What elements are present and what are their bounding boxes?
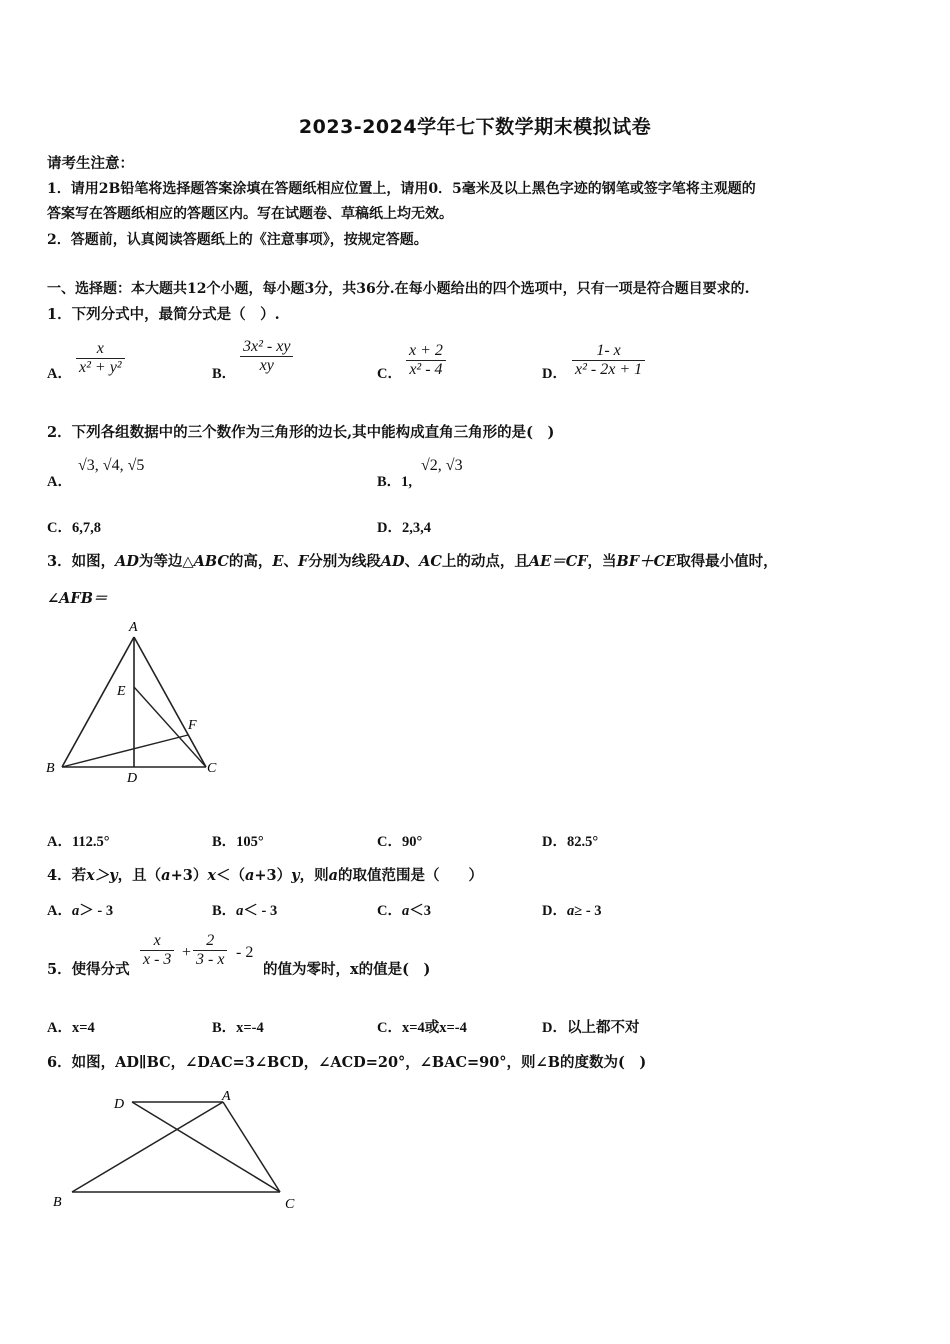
q3-option-b: B．105° bbox=[212, 834, 264, 850]
q3-stem-part: 、 bbox=[404, 553, 420, 570]
option-label: D． bbox=[542, 903, 567, 919]
label-b: B bbox=[53, 1195, 62, 1210]
option-label: C． bbox=[377, 903, 402, 919]
fraction-numerator: x + 2 bbox=[409, 342, 443, 359]
page-title: 2023-2024学年七下数学期末模拟试卷 bbox=[298, 116, 652, 138]
q3-stem-part: 、 bbox=[283, 553, 298, 570]
q2-option-b-label: B．1, bbox=[377, 474, 413, 490]
option-rest: ＜3 bbox=[409, 903, 431, 919]
q3-var: AC bbox=[419, 553, 442, 570]
label-c: C bbox=[207, 761, 217, 776]
q1-option-c-label: C． bbox=[377, 366, 402, 382]
q5-option-d: D．以上都不对 bbox=[542, 1020, 640, 1036]
q5-option-c: C．x=4或x=-4 bbox=[377, 1020, 467, 1036]
q4-stem-part: 4．若 bbox=[47, 867, 87, 884]
label-d: D bbox=[127, 771, 138, 786]
option-var: a bbox=[71, 903, 80, 919]
q3-line2: ∠AFB＝ bbox=[47, 590, 108, 607]
option-var: a bbox=[401, 903, 410, 919]
q1-option-d-label: D． bbox=[542, 366, 567, 382]
q4-var: a bbox=[244, 867, 255, 884]
q1-option-a-label: A． bbox=[47, 366, 72, 382]
q5-fraction-1 bbox=[140, 932, 174, 969]
q4-option-a bbox=[47, 899, 113, 920]
q4-option-c bbox=[377, 899, 431, 920]
q3-stem-part: 3．如图， bbox=[47, 553, 116, 570]
fraction-denominator: x - 3 bbox=[140, 950, 174, 969]
q5-minus-two: - 2 bbox=[236, 944, 254, 961]
q3-var: BF＋CE bbox=[616, 553, 677, 570]
q2-option-c: C．6,7,8 bbox=[47, 520, 101, 536]
notice-line1b: 答案写在答题纸相应的答题区内。写在试题卷、草稿纸上均无效。 bbox=[47, 206, 453, 222]
q4-stem-part: ，则 bbox=[299, 867, 329, 884]
q4-stem-part: +3） bbox=[170, 867, 208, 884]
fraction-numerator: 2 bbox=[206, 932, 215, 949]
q4-stem-part: ＜（ bbox=[215, 867, 245, 884]
option-rest: ＜ - 3 bbox=[243, 903, 278, 919]
label-f: F bbox=[188, 718, 197, 733]
label-d: D bbox=[114, 1097, 125, 1112]
q1-option-a-fraction bbox=[76, 340, 125, 377]
q4-var: y bbox=[291, 867, 300, 884]
label-a: A bbox=[129, 620, 138, 635]
q2-option-d: D．2,3,4 bbox=[377, 520, 431, 536]
q2-option-a-label: A． bbox=[47, 474, 72, 490]
label-a: A bbox=[222, 1089, 231, 1104]
section-heading: 一、选择题：本大题共12个小题，每小题3分，共36分.在每小题给出的四个选项中，只有一项是符合题目要求的. bbox=[47, 281, 750, 297]
q4-option-b bbox=[212, 899, 277, 920]
label-b: B bbox=[46, 761, 55, 776]
q2-stem: 2．下列各组数据中的三个数作为三角形的边长,其中能构成直角三角形的是( ) bbox=[47, 424, 555, 441]
notice-heading: 请考生注意： bbox=[47, 155, 134, 172]
q5-suffix: 的值为零时，x的值是( ) bbox=[263, 961, 431, 978]
q3-option-c: C．90° bbox=[377, 834, 423, 850]
q3-var: AD bbox=[380, 553, 405, 570]
q1-option-c-fraction bbox=[406, 342, 446, 379]
q1-option-b-label: B． bbox=[212, 366, 237, 382]
q4-option-d bbox=[542, 899, 602, 920]
notice-line2: 2．答题前，认真阅读答题纸上的《注意事项》，按规定答题。 bbox=[47, 232, 428, 248]
q5-option-a: A．x=4 bbox=[47, 1020, 95, 1036]
label-e: E bbox=[117, 684, 126, 699]
fraction-denominator: x² - 2x + 1 bbox=[572, 360, 645, 379]
segment-ac bbox=[223, 1102, 280, 1192]
q3-option-d: D．82.5° bbox=[542, 834, 599, 850]
q1-option-d-fraction bbox=[572, 342, 645, 379]
q2-option-a-math: √3, √4, √5 bbox=[78, 457, 145, 474]
q3-option-a: A．112.5° bbox=[47, 834, 110, 850]
segment-dc bbox=[132, 1102, 280, 1192]
option-rest: ＞ - 3 bbox=[79, 903, 114, 919]
side-ab bbox=[62, 637, 134, 767]
q4-var: a bbox=[328, 867, 338, 884]
notice-line1a: 1．请用2B铅笔将选择题答案涂填在答题纸相应位置上，请用0．5毫米及以上黑色字迹的钢笔或签字笔将主观题的 bbox=[47, 181, 756, 197]
q4-var: x＞y bbox=[86, 867, 118, 884]
q3-stem-part: ，当 bbox=[587, 553, 617, 570]
fraction-numerator: 1- x bbox=[596, 342, 621, 359]
fraction-numerator: 3x² - xy bbox=[243, 338, 291, 355]
q2-option-b-math: √2, √3 bbox=[421, 457, 463, 474]
q5-fraction-2 bbox=[193, 932, 227, 969]
fraction-numerator: x bbox=[153, 932, 161, 949]
q3-var: AE＝CF bbox=[528, 553, 588, 570]
q4-var: a bbox=[161, 867, 171, 884]
q4-stem-part: 的取值范围是（ ） bbox=[337, 867, 483, 884]
q3-stem bbox=[47, 550, 778, 571]
q3-var: E bbox=[272, 553, 284, 570]
fraction-denominator: xy bbox=[240, 356, 293, 375]
q3-stem-part: 分别为线段 bbox=[308, 553, 381, 570]
q3-var: F bbox=[297, 553, 309, 570]
q5-plus: + bbox=[182, 944, 192, 961]
fraction-denominator: x² - 4 bbox=[406, 360, 446, 379]
option-rest: ≥ - 3 bbox=[574, 903, 602, 919]
q3-figure-triangle bbox=[40, 615, 240, 790]
q4-stem bbox=[47, 864, 483, 885]
q4-stem-part: +3） bbox=[254, 867, 292, 884]
side-ac bbox=[134, 637, 206, 767]
q3-stem-part: 的高， bbox=[228, 553, 273, 570]
label-c: C bbox=[285, 1197, 295, 1212]
option-label: B． bbox=[212, 903, 237, 919]
q4-stem-part: ，且（ bbox=[117, 867, 162, 884]
q4-var: x bbox=[207, 867, 216, 884]
option-var: a bbox=[566, 903, 575, 919]
q3-var: AD bbox=[115, 553, 139, 570]
fraction-numerator: x bbox=[96, 340, 104, 357]
segment-ba bbox=[72, 1102, 223, 1192]
q6-stem: 6．如图，AD∥BC，∠DAC=3∠BCD，∠ACD=20°，∠BAC=90°，则∠B的度数为( ) bbox=[47, 1054, 647, 1071]
q1-option-b-fraction bbox=[240, 338, 293, 375]
q3-stem-part: 取得最小值时， bbox=[676, 553, 778, 570]
q6-figure-trapezoid bbox=[40, 1080, 320, 1220]
q5-option-b: B．x=-4 bbox=[212, 1020, 264, 1036]
q5-prefix: 5．使得分式 bbox=[47, 961, 130, 978]
segment-bf bbox=[62, 735, 188, 767]
option-var: a bbox=[236, 903, 244, 919]
fraction-denominator: 3 - x bbox=[193, 950, 227, 969]
q3-var: ABC bbox=[193, 553, 229, 570]
fraction-denominator: x² + y² bbox=[76, 358, 125, 377]
option-label: A． bbox=[47, 903, 72, 919]
q1-stem: 1．下列分式中，最简分式是（ ）. bbox=[47, 306, 280, 323]
q3-stem-part: 上的动点，且 bbox=[441, 553, 529, 570]
q3-stem-part: 为等边△ bbox=[138, 553, 194, 570]
